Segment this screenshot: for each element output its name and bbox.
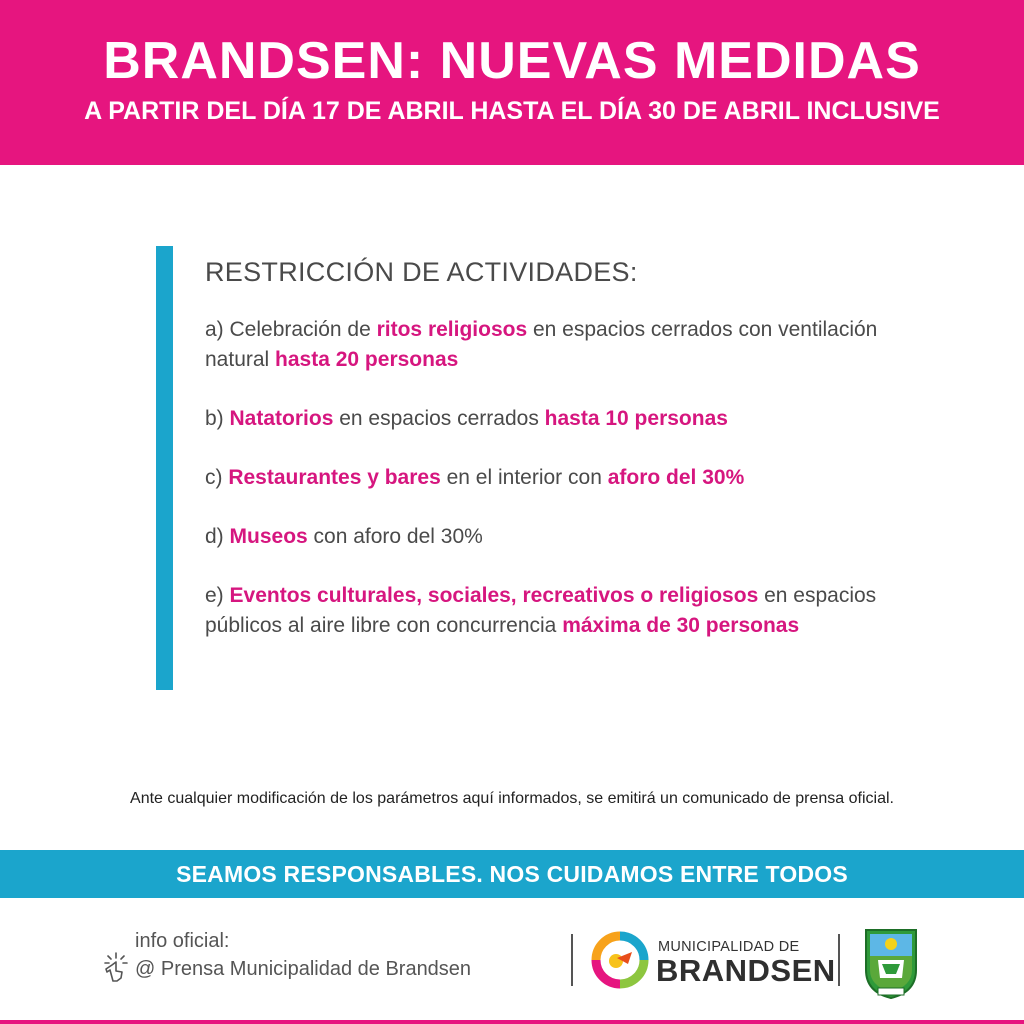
page-subtitle: A PARTIR DEL DÍA 17 DE ABRIL HASTA EL DÍA 30 DE ABRIL INCLUSIVE (84, 97, 940, 125)
notice-text: Ante cualquier modificación de los parámetros aquí informados, se emitirá un comunicado de prensa oficial. (130, 790, 894, 807)
press-handle: @ Prensa Municipalidad de Brandsen (135, 958, 472, 980)
cursor-click-icon (102, 950, 132, 982)
footer-divider (838, 934, 840, 986)
item-text: en el interior con (440, 466, 608, 489)
item-highlight: aforo del 30% (607, 466, 745, 489)
item-highlight: Museos (229, 525, 308, 548)
restriction-item-a (205, 315, 905, 375)
municipality-name: BRANDSEN (656, 953, 836, 988)
info-label: info oficial: (135, 930, 230, 952)
coat-of-arms-icon (856, 922, 926, 1000)
item-text: b) (205, 407, 230, 430)
item-highlight: hasta 10 personas (544, 407, 728, 430)
item-text: e) (205, 584, 230, 607)
restriction-item-d (205, 522, 905, 552)
item-highlight: máxima de 30 personas (562, 614, 800, 637)
restriction-item-b (205, 404, 905, 434)
item-highlight: ritos religiosos (376, 318, 528, 341)
footer-divider (571, 934, 573, 986)
bottom-accent-line (0, 1020, 1024, 1024)
item-highlight: hasta 20 personas (275, 348, 459, 371)
item-text: c) (205, 466, 229, 489)
restriction-item-c (205, 463, 905, 493)
municipality-logo-icon (590, 930, 650, 990)
item-text: en espacios cerrados (333, 407, 545, 430)
item-highlight: Natatorios (229, 407, 334, 430)
page-title: BRANDSEN: NUEVAS MEDIDAS (103, 32, 921, 90)
section-title: RESTRICCIÓN DE ACTIVIDADES: (205, 257, 638, 287)
item-text: d) (205, 525, 230, 548)
item-highlight: Eventos culturales, sociales, recreativos o religiosos (229, 584, 759, 607)
item-text: a) Celebración de (205, 318, 377, 341)
item-text: en espacios cerrados con ventilación natural (205, 318, 878, 371)
restriction-item-e (205, 581, 905, 641)
municipality-label: MUNICIPALIDAD DE (658, 939, 800, 955)
slogan-banner: SEAMOS RESPONSABLES. NOS CUIDAMOS ENTRE TODOS (0, 850, 1024, 898)
item-highlight: Restaurantes y bares (228, 466, 441, 489)
item-text: con aforo del 30% (307, 525, 483, 548)
restrictions-section (205, 255, 905, 670)
accent-bar (156, 246, 173, 690)
item-text: en espacios públicos al aire libre con concurrencia (205, 584, 877, 637)
header-banner (0, 0, 1024, 165)
